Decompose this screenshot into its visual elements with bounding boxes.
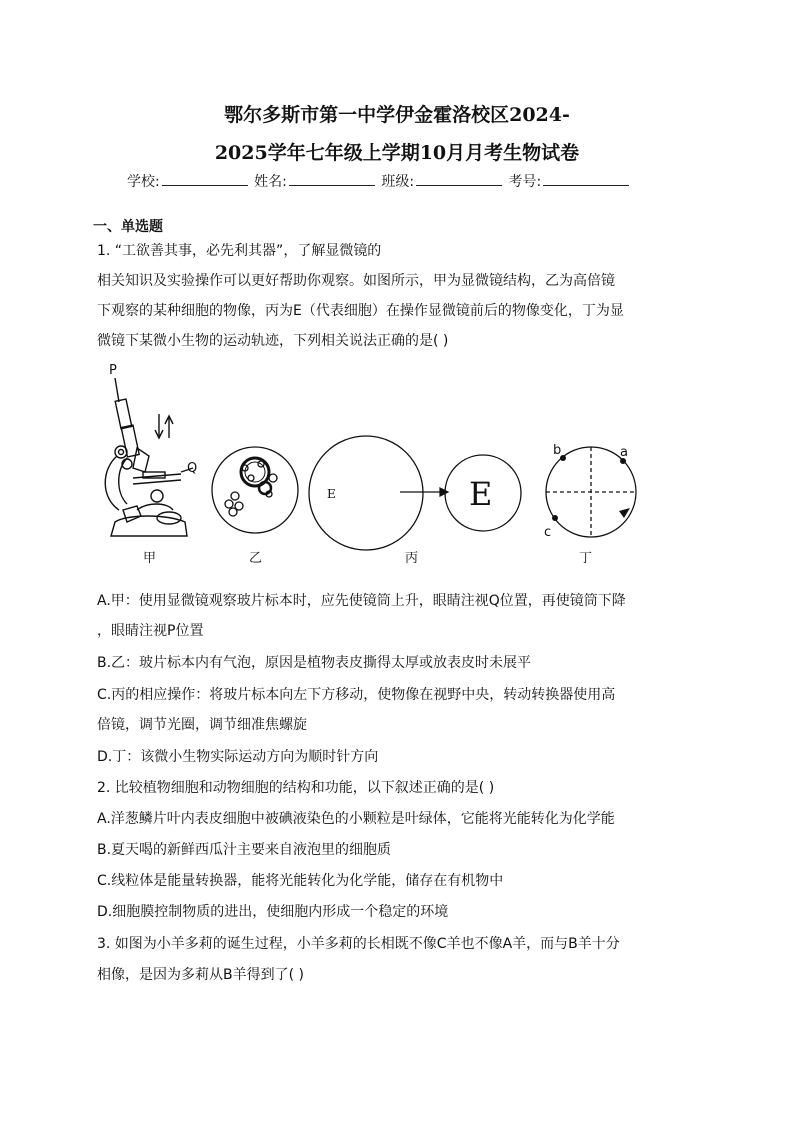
q2-option-c[interactable]: C.线粒体是能量转换器，能将光能转化为化学能，储存在有机物中 (97, 873, 504, 889)
label-p: P (109, 363, 117, 378)
q1-option-a-line1[interactable]: A.甲：使用显微镜观察玻片标本时，应先使镜筒上升，眼睛注视Q位置，再使镜筒下降 (97, 593, 626, 609)
point-a-label: a (620, 445, 628, 460)
point-b-label: b (553, 443, 562, 458)
label-bing: 丙 (405, 551, 419, 566)
q3-stem-line1: 3. 如图为小羊多莉的诞生过程，小羊多莉的长相既不像C羊也不像A羊，而与B羊十分 (97, 936, 620, 952)
q1-stem-line2: 相关知识及实验操作可以更好帮助你观察。如图所示，甲为显微镜结构，乙为高倍镜 (97, 273, 615, 289)
label-ding: 丁 (579, 551, 593, 566)
q1-stem-line4: 微镜下某微小生物的运动轨迹，下列相关说法正确的是( ) (97, 333, 449, 349)
label-jia: 甲 (143, 551, 157, 566)
class-field[interactable] (416, 173, 502, 186)
q2-option-a[interactable]: A.洋葱鳞片叶内表皮细胞中被碘液染色的小颗粒是叶绿体，它能将光能转化为化学能 (97, 811, 615, 827)
exam-title-line1: 鄂尔多斯市第一中学伊金霍洛校区2024- (224, 104, 570, 126)
small-e-letter: E (327, 487, 336, 501)
q1-option-b[interactable]: B.乙：玻片标本内有气泡，原因是植物表皮撕得太厚或放表皮时未展平 (97, 655, 532, 671)
q2-option-b[interactable]: B.夏天喝的新鲜西瓜汁主要来自液泡里的细胞质 (97, 842, 392, 858)
cell-view-circle (212, 447, 298, 533)
point-c-label: c (544, 525, 552, 540)
q1-stem-line1: 1. “工欲善其事，必先利其器”，了解显微镜的 (97, 243, 382, 259)
q1-stem-line3: 下观察的某种细胞的物像，丙为E（代表细胞）在操作显微镜前后的物像变化，丁为显 (97, 303, 624, 319)
q1-figure (97, 360, 657, 570)
name-field[interactable] (289, 173, 375, 186)
q2-option-d[interactable]: D.细胞膜控制物质的进出，使细胞内形成一个稳定的环境 (97, 904, 449, 920)
q2-stem: 2. 比较植物细胞和动物细胞的结构和功能，以下叙述正确的是( ) (97, 780, 495, 796)
school-label: 学校: (127, 174, 160, 190)
exam-title-line2: 2025学年七年级上学期10月月考生物试卷 (214, 142, 580, 164)
big-e-letter: E (469, 475, 493, 513)
arrow (400, 488, 448, 496)
microscope-drawing (105, 363, 197, 536)
q1-option-c-line2: 倍镜，调节光圈，调节细准焦螺旋 (97, 717, 307, 733)
label-q: Q (187, 461, 198, 476)
q1-option-a-line2: ，眼睛注视P位置 (97, 623, 204, 639)
name-label: 姓名: (254, 174, 287, 190)
school-field[interactable] (162, 173, 248, 186)
student-info-row (127, 171, 631, 191)
exam-number-label: 考号: (508, 174, 542, 190)
q1-option-c-line1[interactable]: C.丙的相应操作：将玻片标本向左下方移动，使物像在视野中央，转动转换器使用高 (97, 687, 616, 703)
q1-option-d[interactable]: D.丁：该微小生物实际运动方向为顺时针方向 (97, 749, 379, 765)
class-label: 班级: (381, 174, 415, 190)
exam-number-field[interactable] (543, 173, 629, 186)
section-heading: 一、单选题 (93, 219, 163, 235)
q3-stem-line2: 相像，是因为多莉从B羊得到了( ) (97, 967, 304, 983)
label-yi: 乙 (249, 551, 263, 566)
